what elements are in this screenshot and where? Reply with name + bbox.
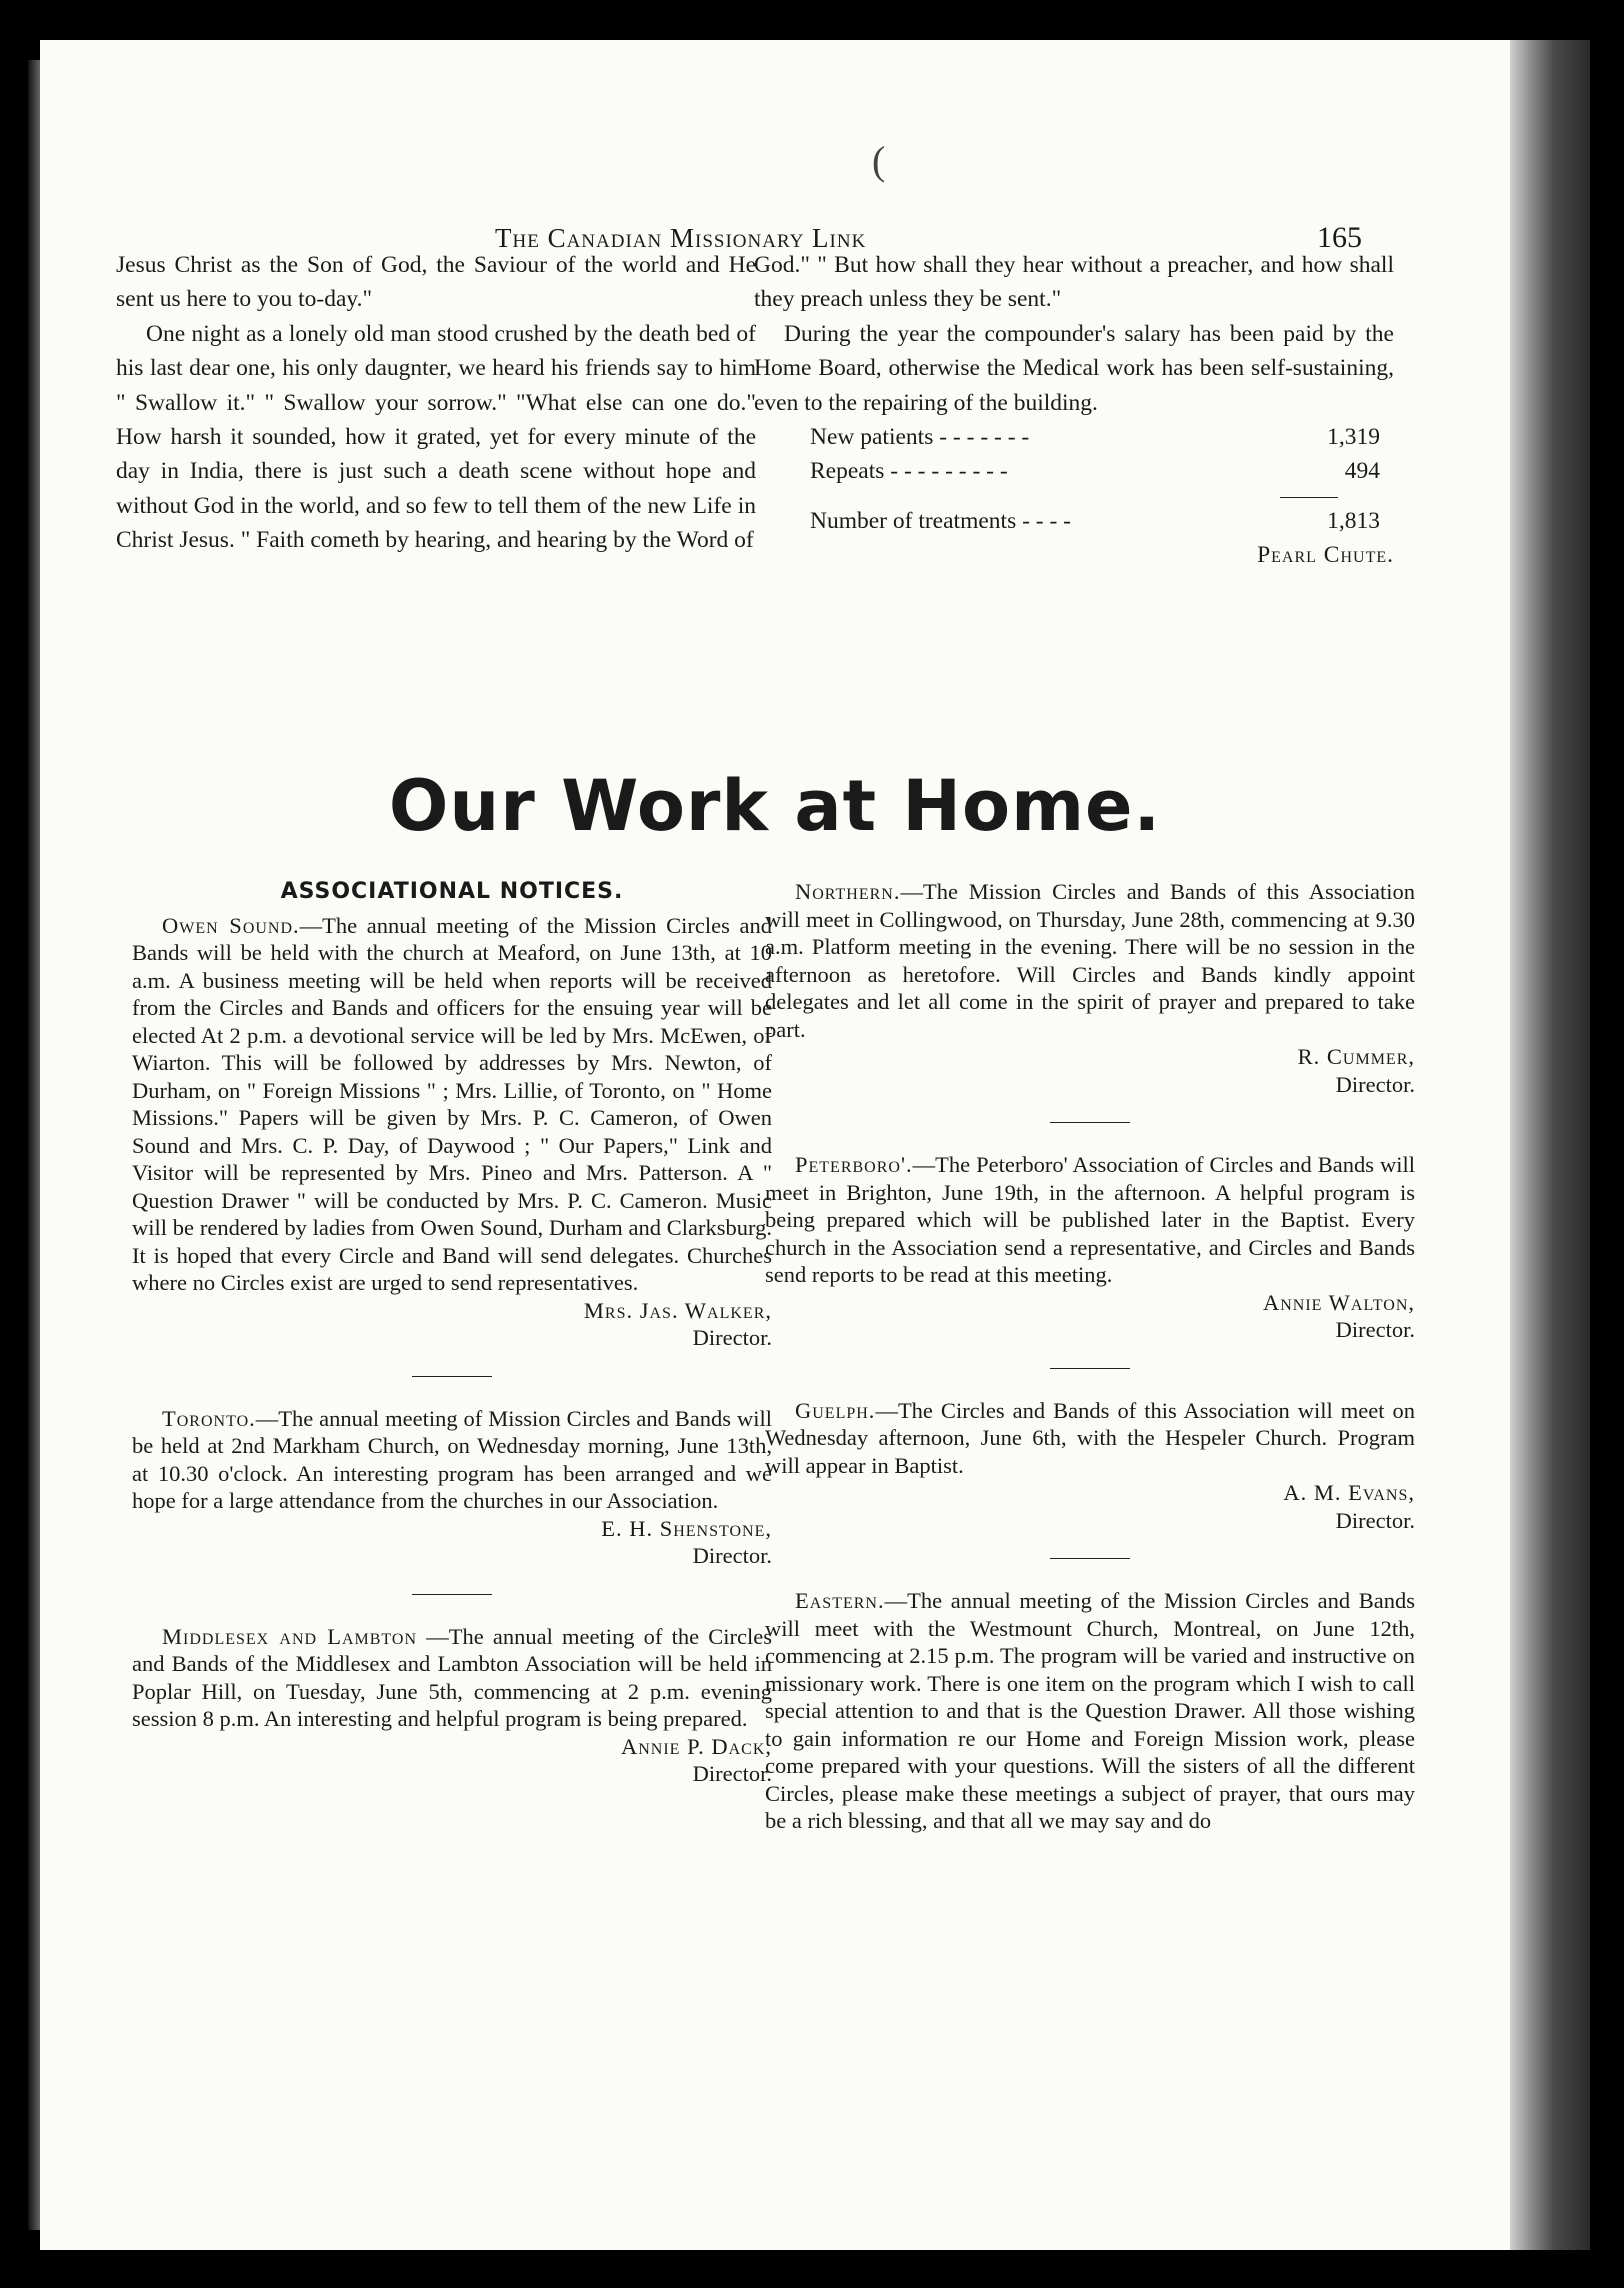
stat-row (810, 454, 1380, 488)
left-notices-column (132, 878, 772, 1788)
paragraph: One night as a lonely old man stood crushed by the death bed of his last dear one, his only daugnter, we heard his friends say to him " Swallow it." " Swallow your sorrow." "What else can one do." How harsh it sounded, how it grated, yet for every minute of the day in India, there is just such a death scene without hope and without God in the world, and so few to tell them of the new Life in Christ Jesus. " Faith cometh by hearing, and hearing by the Word of (116, 320, 756, 554)
paragraph: During the year the compounder's salary has been paid by the Home Board, otherwise the Medical work has been self-sustaining, even to the repairing of the building. (754, 320, 1394, 416)
notice-role: Director. (1335, 1071, 1415, 1097)
notice-name: Guelph. (795, 1397, 876, 1423)
stat-label: New patients - - - - - - - (810, 424, 1030, 451)
sum-rule (1280, 497, 1338, 498)
notices-heading: ASSOCIATIONAL NOTICES. (280, 879, 624, 904)
notice-text: —The annual meeting of the Circles and Bands of the Middlesex and Lambton Association will be held in Poplar Hill, on Tuesday, June 5th, commencing at 2 p.m. evening session 8 p.m. An interesting and helpful program is being prepared. (132, 1623, 772, 1731)
page-number: 165 (1317, 221, 1362, 254)
notice (132, 912, 772, 1297)
notice-text: —The Peterboro' Association of Circles and Bands will meet in Brighton, June 19th, in the afternoon. A helpful program is being prepared which will be published later in the Baptist. Every church in the Association send a representative, and Circles and Bands send reports to be read at this meeting. (765, 1152, 1415, 1287)
divider (1050, 1368, 1130, 1369)
notice (132, 1405, 772, 1515)
stat-row (810, 420, 1380, 454)
notice (765, 878, 1415, 1043)
section-banner: Our Work at Home. (388, 765, 1162, 847)
divider (412, 1376, 492, 1377)
divider (1050, 1558, 1130, 1559)
paragraph: God." " But how shall they hear without a preacher, and how shall they preach unless they be sent." (754, 252, 1394, 313)
treatment-statistics (810, 420, 1380, 538)
notice-name: Eastern. (795, 1588, 885, 1613)
book-spine (1510, 40, 1590, 2250)
notice-role: Director. (692, 1325, 772, 1350)
notice-signer: A. M. Evans, (1283, 1480, 1415, 1505)
notice-name: Peterboro'. (795, 1152, 913, 1177)
right-notices-column (765, 878, 1415, 1835)
stat-value: 1,813 (1327, 507, 1380, 534)
top-right-column (754, 248, 1394, 573)
stat-value: 1,319 (1327, 424, 1380, 451)
notice-signer: Annie Walton, (1263, 1289, 1415, 1315)
journal-title: The Canadian Missionary Link (495, 223, 867, 253)
book-left-edge (28, 60, 40, 2230)
notice-name: Middlesex and Lambton (162, 1623, 418, 1649)
notice-role: Director. (1335, 1507, 1415, 1533)
notice (765, 1397, 1415, 1480)
running-header (40, 183, 1510, 254)
notice-name: Northern. (795, 879, 901, 904)
divider (1050, 1122, 1130, 1123)
stray-mark: ( (872, 138, 886, 183)
notice-role: Director. (1335, 1317, 1415, 1342)
notice-signer: R. Cummer, (1297, 1044, 1415, 1069)
notice (132, 1623, 772, 1733)
notice-role: Director. (692, 1543, 772, 1568)
paragraph: Jesus Christ as the Son of God, the Saviour of the world and He sent us here to you to-day." (116, 252, 756, 313)
notice-text: —The annual meeting of the Mission Circles and Bands will be held with the church at Meaford, on June 13th, at 10 a.m. A business meeting will be held when reports will be received from the Circles and Bands and officers for the ensuing year will be elected At 2 p.m. a devotional service will be led by Mrs. McEwen, of Wiarton. This will be followed by addresses by Mrs. Newton, of Durham, on " Foreign Missions " ; Mrs. Lillie, of Toronto, on " Home Missions." Papers will be given by Mrs. P. C. Cameron, of Owen Sound and Mrs. C. P. Day, of Daywood ; " Our Papers," Link and Visitor will be represented by Mrs. Pineo and Mrs. Patterson. A " Question Drawer " will be conducted by Mrs. P. C. Cameron. Music will be rendered by ladies from Owen Sound, Durham and Clarksburg. It is hoped that every Circle and Band will send delegates. Churches where no Circles exist are urged to send representatives. (132, 912, 772, 1295)
stat-value: 494 (1344, 458, 1380, 485)
notice-signer: E. H. Shenstone, (601, 1515, 772, 1541)
notice-text: —The Circles and Bands of this Association will meet on Wednesday afternoon, June 6th, with the Hespeler Church. Program will appear in Baptist. (765, 1397, 1415, 1478)
divider (412, 1594, 492, 1595)
notice-signer: Mrs. Jas. Walker, (583, 1297, 772, 1323)
stat-label: Repeats - - - - - - - - - (810, 458, 1008, 485)
notice-name: Toronto. (162, 1405, 256, 1431)
notice (765, 1587, 1415, 1835)
stat-row (810, 504, 1380, 538)
notice-text: —The annual meeting of Mission Circles and Bands will be held at 2nd Markham Church, on Wednesday morning, June 13th, at 10.30 o'clock. An interesting program has been arranged and we hope for a large attendance from the churches in our Association. (132, 1405, 772, 1513)
notice-role: Director. (692, 1761, 772, 1786)
stat-label: Number of treatments - - - - (810, 507, 1072, 534)
signature: Pearl Chute. (1257, 542, 1394, 569)
document-page (40, 40, 1510, 2250)
top-left-column (116, 248, 756, 558)
notice (765, 1151, 1415, 1289)
notice-text: —The annual meeting of the Mission Circles and Bands will meet with the Westmount Church, Montreal, on June 12th, commencing at 2.15 p.m. The program will be varied and instructive on missionary work. There is one item on the program which I wish to call special attention to and that is the Question Drawer. All those wishing to gain information re our Home and Foreign Mission work, please come prepared with your questions. Will the sisters of all the different Circles, please make these meetings a subject of prayer, that ours may be a rich blessing, and that all we may say and do (765, 1588, 1415, 1833)
notice-name: Owen Sound. (162, 912, 300, 938)
notice-signer: Annie P. Dack, (620, 1733, 772, 1759)
notice-text: —The Mission Circles and Bands of this Association will meet in Collingwood, on Thursday, June 28th, commencing at 9.30 a.m. Platform meeting in the evening. There will be no session in the afternoon as heretofore. Will Circles and Bands kindly appoint delegates and let all come in the spirit of prayer and prepared to take part. (765, 879, 1415, 1042)
